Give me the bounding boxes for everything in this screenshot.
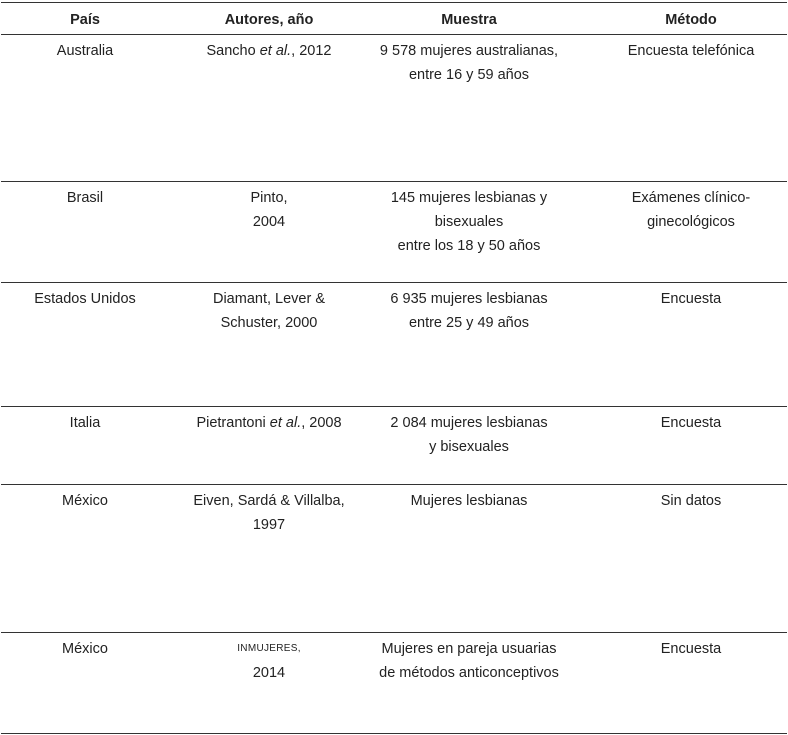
cell-pais: Australia (56, 43, 114, 59)
table-row (1, 485, 787, 633)
table-row (1, 407, 787, 485)
cell-pais: México (62, 493, 108, 509)
cell-muestra: 145 mujeres lesbianas y bisexuales entre los 18 y 50 años (390, 190, 548, 254)
table-row (1, 633, 787, 734)
cell-muestra: Mujeres en pareja usuarias de métodos anticonceptivos (379, 641, 559, 681)
cell-muestra: 9 578 mujeres australianas, entre 16 y 59 años (379, 43, 559, 83)
cell-pais: Brasil (66, 190, 104, 206)
cell-metodo: Encuesta telefónica (627, 43, 755, 59)
cell-muestra: 2 084 mujeres lesbianas y bisexuales (390, 415, 548, 455)
cell-autores: Diamant, Lever & Schuster, 2000 (212, 291, 326, 331)
cell-metodo: Encuesta (660, 641, 722, 657)
cell-pais: Estados Unidos (34, 291, 136, 307)
header-metodo: Método (665, 12, 717, 28)
cell-metodo: Exámenes clínico- ginecológicos (631, 190, 751, 230)
cell-metodo: Encuesta (660, 291, 722, 307)
cell-metodo: Encuesta (660, 415, 722, 431)
cell-muestra: 6 935 mujeres lesbianas entre 25 y 49 años (390, 291, 548, 331)
cell-autores: Pinto, 2004 (250, 190, 288, 230)
table-row (1, 35, 787, 182)
header-autores: Autores, año (224, 12, 314, 28)
cell-autores: Eiven, Sardá & Villalba, 1997 (193, 493, 345, 533)
table-row (1, 283, 787, 407)
cell-pais: Italia (69, 415, 101, 431)
header-pais: País (70, 12, 100, 28)
cell-autores: INMUJERES, 2014 (237, 643, 301, 681)
cell-pais: México (62, 641, 108, 657)
cell-autores: Sancho et al., 2012 (206, 43, 332, 59)
cell-autores: Pietrantoni et al., 2008 (196, 415, 342, 431)
header-muestra: Muestra (441, 12, 497, 28)
table-row (1, 182, 787, 283)
cell-metodo: Sin datos (660, 493, 722, 509)
cell-muestra: Mujeres lesbianas (410, 493, 528, 509)
table-header (1, 2, 787, 35)
